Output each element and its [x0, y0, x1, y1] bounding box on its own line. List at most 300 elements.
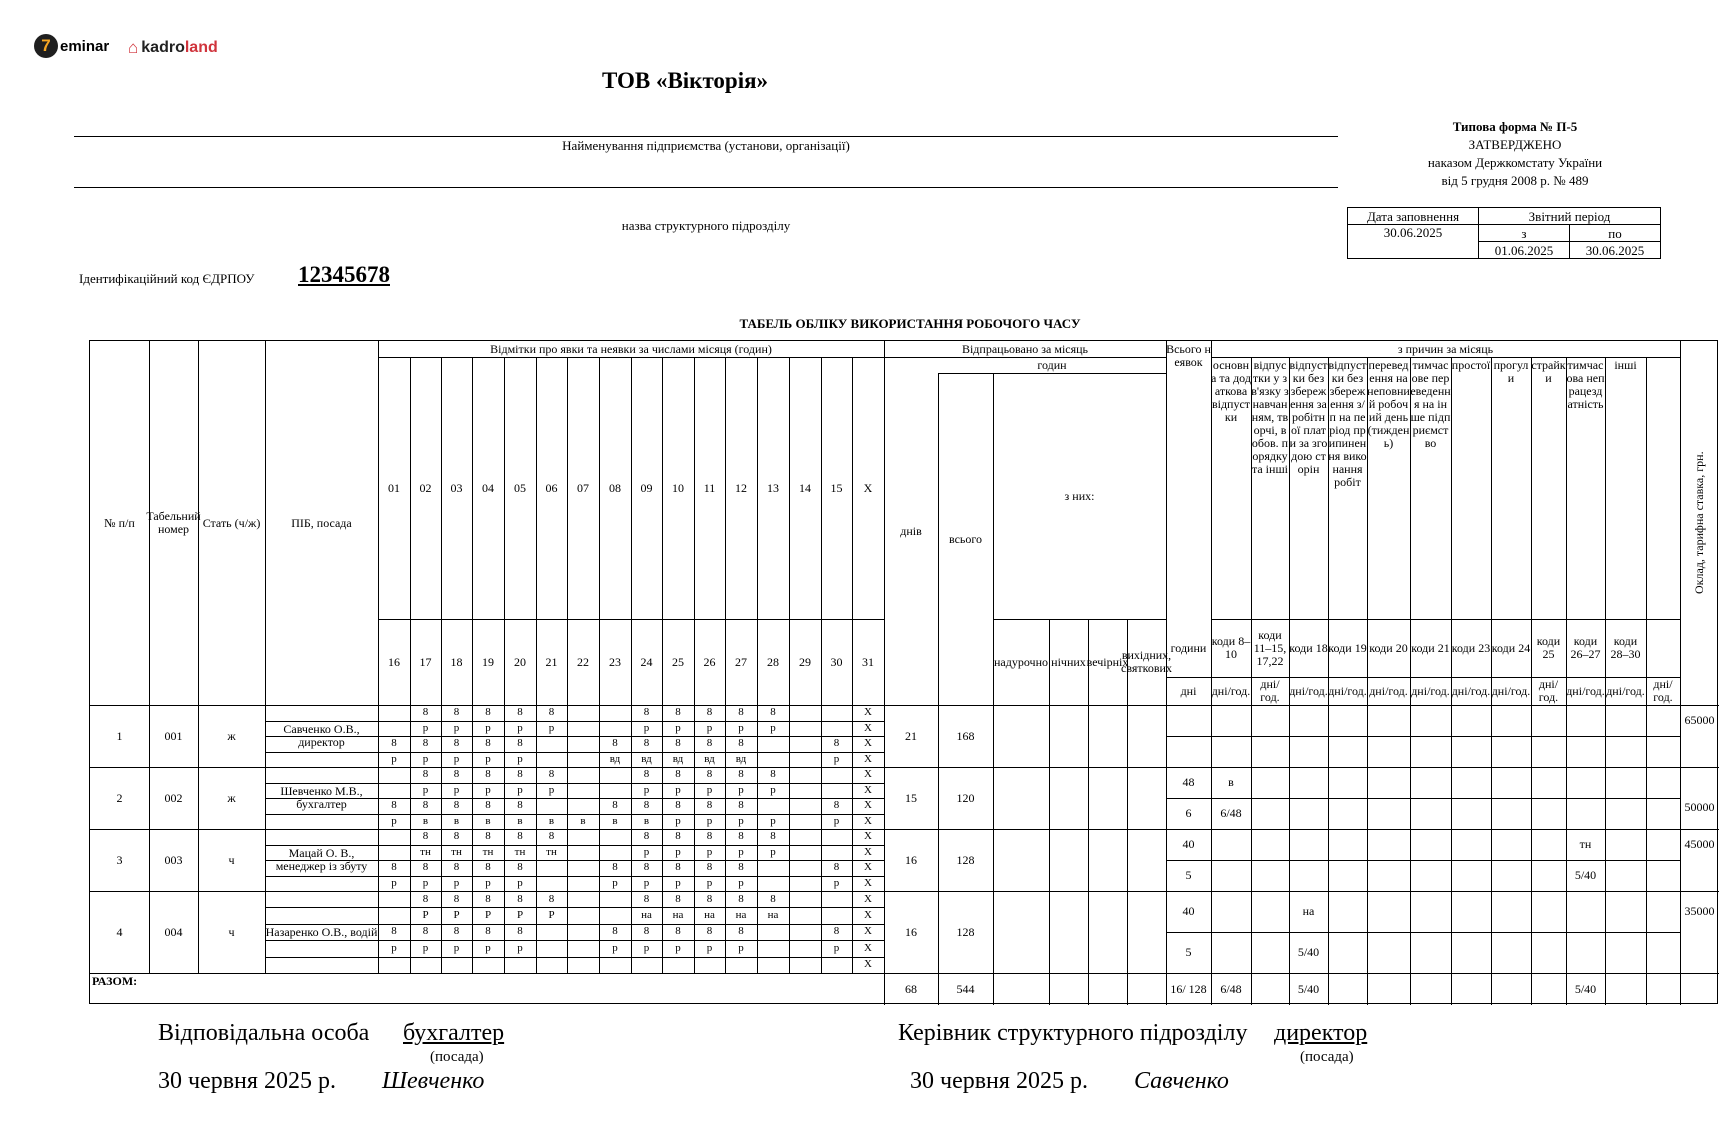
day-mark: [472, 957, 504, 973]
division-caption: назва структурного підрозділу: [621, 218, 791, 233]
day-mark: р: [453, 752, 460, 765]
day-mark: Р: [548, 909, 555, 922]
reason-code-value: [1531, 891, 1566, 932]
day-mark: [567, 767, 599, 783]
reason-value: [1491, 860, 1531, 891]
day-mark: 8: [517, 830, 523, 843]
day-mark: 8: [422, 861, 429, 874]
day-mark: Р: [453, 909, 460, 922]
day-mark: р: [706, 783, 713, 796]
reason-code-value: [1410, 829, 1451, 860]
col-num-header: № п/п: [104, 515, 135, 530]
day-mark: [789, 767, 821, 783]
day-mark: р: [675, 876, 681, 889]
day-mark: 8: [422, 799, 429, 812]
day-mark: [789, 845, 821, 861]
day-mark: 8: [675, 925, 681, 938]
reason-code: коди 25: [1536, 634, 1561, 661]
day-mark: [378, 845, 410, 861]
reason-code-value: [1605, 705, 1646, 736]
day-mark: [821, 907, 852, 923]
reason-code-value: [1367, 891, 1410, 932]
day-mark: 8: [643, 768, 650, 781]
reason-value: [1211, 736, 1251, 767]
day-mark: р: [675, 941, 681, 954]
day-mark: 8: [422, 737, 429, 750]
reason-code: коди 18: [1289, 640, 1328, 655]
company-caption: Найменування підприємства (установи, організації): [562, 138, 850, 153]
night-header: нічних: [1051, 654, 1086, 669]
day-number: 18: [450, 654, 463, 669]
reason-code-value: [1566, 767, 1605, 798]
day-mark: 8: [675, 830, 681, 843]
day-number: 14: [799, 480, 811, 495]
day-mark: 8: [422, 925, 429, 938]
day-number: 25: [672, 654, 684, 669]
employee-name: Назаренко О.В., водій: [265, 924, 378, 939]
col-sex-header: Стать (ч/ж): [202, 515, 261, 530]
reason-code-value: [1211, 829, 1251, 860]
day-mark: 8: [770, 706, 776, 719]
day-mark: р: [706, 941, 713, 954]
day-mark: [757, 736, 789, 752]
reason-code-value: в: [1228, 775, 1234, 789]
day-mark: [599, 705, 631, 721]
reason-value: [1451, 736, 1491, 767]
day-number: 17: [419, 654, 432, 669]
reason-code-value: [1531, 705, 1566, 736]
reason-value: [1451, 860, 1491, 891]
absence-days: 5: [1185, 945, 1192, 959]
total-reason: 5/40: [1297, 981, 1320, 996]
day-number: 27: [735, 654, 747, 669]
responsible-label: Відповідальна особа: [158, 1020, 370, 1046]
responsible-date: 30 червня 2025 р.: [158, 1068, 336, 1094]
day-mark: р: [833, 941, 840, 954]
of-them-header: з них:: [1064, 488, 1095, 503]
day-mark: [599, 829, 631, 845]
day-mark: 8: [643, 892, 650, 905]
day-mark: 8: [453, 925, 460, 938]
day-mark: вд: [704, 752, 715, 765]
reason-unit: дні/год.: [1260, 677, 1280, 704]
reason-value: [1605, 736, 1646, 767]
day-mark: [567, 736, 599, 752]
day-mark: 8: [517, 737, 523, 750]
day-mark: вд: [641, 752, 652, 765]
reason-value: [1410, 860, 1451, 891]
total-reason: 5/40: [1574, 981, 1597, 996]
day-mark: [567, 907, 599, 923]
day-number: 13: [767, 480, 779, 495]
day-mark: р: [738, 783, 744, 796]
worked-hours: 128: [956, 924, 975, 939]
absence-hours: 40: [1182, 904, 1195, 918]
day-mark: 8: [770, 830, 776, 843]
day-mark: X: [864, 861, 872, 874]
total-reason: [1605, 973, 1646, 1005]
day-mark: р: [517, 752, 523, 765]
day-mark: 8: [453, 830, 460, 843]
reason-value: [1531, 860, 1566, 891]
day-mark: X: [864, 721, 872, 734]
day-mark: [567, 891, 599, 907]
reason-unit: дні/год.: [1451, 683, 1491, 698]
day-mark: X: [864, 737, 872, 750]
reason-value: [1491, 932, 1531, 973]
reason-code-value: [1367, 829, 1410, 860]
total-label: РАЗОМ:: [92, 973, 138, 988]
day-mark: [567, 876, 599, 892]
reason-code: коди 21: [1411, 640, 1450, 655]
day-mark: [567, 721, 599, 737]
day-mark: р: [738, 941, 744, 954]
date-period-box: Дата заповнення Звітний період 30.06.2025 з по 01.06.2025 30.06.2025: [1347, 207, 1661, 259]
day-mark: 8: [643, 861, 650, 874]
reason-unit: дні/год.: [1538, 677, 1559, 704]
day-mark: 8: [738, 925, 744, 938]
reason-value: [1328, 932, 1367, 973]
division-underline: [74, 187, 1338, 188]
day-mark: [789, 829, 821, 845]
day-mark: 8: [706, 799, 713, 812]
responsible-position-caption: (посада): [430, 1049, 484, 1065]
day-mark: [536, 957, 567, 973]
day-number: 30: [830, 654, 843, 669]
day-mark: р: [391, 814, 397, 827]
worked-days-header: днів: [900, 523, 922, 538]
day-mark: [599, 957, 631, 973]
company-underline: [74, 136, 1338, 137]
day-mark: [536, 924, 567, 940]
reason-code-value: на: [1302, 904, 1315, 918]
reason-title: переведення на неповний робочий день (тиждень): [1367, 358, 1410, 450]
employee-name: Шевченко М.В., бухгалтер: [280, 784, 363, 811]
reason-code-value: [1289, 829, 1328, 860]
day-mark: Р: [484, 909, 492, 922]
reason-code-value: [1451, 891, 1491, 932]
day-mark: 8: [485, 861, 491, 874]
day-mark: р: [833, 814, 840, 827]
day-mark: 8: [706, 830, 713, 843]
day-mark: [378, 783, 410, 799]
day-mark: [599, 845, 631, 861]
day-mark: 8: [738, 706, 744, 719]
reason-code-value: [1605, 829, 1646, 860]
worked-days: 16: [905, 852, 917, 867]
day-mark: 8: [391, 925, 397, 938]
day-mark: р: [517, 783, 523, 796]
reason-value: [1251, 932, 1289, 973]
day-mark: р: [675, 845, 681, 858]
day-mark: [789, 876, 821, 892]
timesheet-title: ТАБЕЛЬ ОБЛІКУ ВИКОРИСТАННЯ РОБОЧОГО ЧАСУ: [739, 316, 1081, 331]
employee-num: 1: [116, 728, 123, 743]
day-mark: р: [485, 752, 491, 765]
day-mark: [789, 783, 821, 799]
day-number: 24: [640, 654, 653, 669]
day-number: 05: [514, 480, 526, 495]
day-mark: [789, 924, 821, 940]
reason-code-value: [1289, 767, 1328, 798]
day-mark: [725, 957, 757, 973]
day-mark: 8: [833, 925, 840, 938]
day-mark: [599, 767, 631, 783]
day-mark: X: [864, 783, 872, 796]
reason-value: [1211, 932, 1251, 973]
day-mark: р: [706, 845, 713, 858]
day-mark: в: [643, 814, 650, 827]
day-mark: [694, 957, 725, 973]
day-mark: [789, 814, 821, 830]
day-mark: 8: [675, 799, 681, 812]
day-mark: [567, 957, 599, 973]
day-mark: [789, 752, 821, 768]
day-mark: [378, 721, 410, 737]
reason-value: [1367, 798, 1410, 829]
reason-code-value: [1211, 705, 1251, 736]
salary: 65000: [1684, 713, 1715, 727]
reason-value: [1289, 736, 1328, 767]
worked-days: 15: [905, 790, 917, 805]
reason-code-value: тн: [1579, 837, 1592, 851]
day-mark: 8: [833, 861, 840, 874]
day-number: 06: [545, 480, 558, 495]
day-mark: 8: [485, 737, 491, 750]
day-mark: 8: [422, 706, 429, 719]
reason-value: [1605, 798, 1646, 829]
reason-value: [1451, 798, 1491, 829]
day-mark: [789, 705, 821, 721]
day-mark: 8: [706, 925, 713, 938]
salary: 35000: [1684, 904, 1715, 918]
employee-tab-number: 002: [164, 790, 183, 805]
reason-value: [1491, 736, 1531, 767]
day-mark: в: [485, 814, 491, 827]
day-mark: [757, 876, 789, 892]
day-mark: 8: [675, 861, 681, 874]
day-mark: р: [548, 721, 555, 734]
day-mark: вд: [609, 752, 621, 765]
day-mark: на: [735, 909, 747, 922]
period-label: Звітний період: [1479, 208, 1661, 225]
day-mark: 8: [485, 706, 491, 719]
absence-hours: [1166, 705, 1211, 736]
reason-value: [1211, 860, 1251, 891]
reason-value: [1367, 736, 1410, 767]
day-mark: 8: [706, 737, 713, 750]
total-reason: [1328, 973, 1367, 1005]
day-mark: на: [672, 909, 684, 922]
head-signature: Савченко: [1134, 1068, 1229, 1094]
day-number: 26: [703, 654, 716, 669]
day-number: 03: [450, 480, 463, 495]
reason-value: [1251, 798, 1289, 829]
day-mark: р: [517, 941, 523, 954]
day-mark: 8: [612, 925, 618, 938]
company-name: ТОВ «Вікторія»: [601, 68, 769, 93]
reason-value: [1251, 736, 1289, 767]
day-mark: р: [422, 752, 429, 765]
total-days: 68: [905, 981, 917, 996]
employee-sex: ж: [227, 790, 236, 805]
day-mark: [378, 907, 410, 923]
day-mark: X: [864, 925, 872, 938]
reason-value: [1289, 798, 1328, 829]
day-mark: 8: [548, 892, 555, 905]
reason-code-value: [1328, 891, 1367, 932]
reason-value: 6/48: [1220, 806, 1242, 820]
seminar-logo: 7 eminar: [34, 34, 109, 58]
reason-code-value: [1491, 767, 1531, 798]
day-mark: [789, 721, 821, 737]
day-mark: [536, 940, 567, 956]
edrpou-label: Ідентифікаційний код ЄДРПОУ: [79, 271, 255, 286]
day-mark: р: [485, 721, 491, 734]
day-mark: р: [517, 721, 523, 734]
col-name-header: ПІБ, посада: [291, 515, 352, 530]
day-mark: X: [864, 845, 872, 858]
reason-value: [1367, 932, 1410, 973]
day-mark: [631, 957, 662, 973]
day-mark: 8: [643, 830, 650, 843]
reason-value: [1251, 860, 1289, 891]
reason-unit: дні/год.: [1211, 683, 1251, 698]
day-mark: р: [833, 752, 840, 765]
day-mark: [378, 957, 410, 973]
day-mark: р: [422, 783, 429, 796]
day-mark: р: [770, 783, 776, 796]
day-number: 16: [388, 654, 400, 669]
day-number: 01: [388, 480, 400, 495]
house-icon: ⌂: [128, 38, 139, 57]
total-reason: 6/48: [1220, 981, 1242, 996]
day-mark: [821, 891, 852, 907]
day-mark: в: [422, 814, 429, 827]
day-mark: [410, 957, 441, 973]
kadroland-logo: ⌂ kadro land: [128, 38, 218, 57]
day-mark: р: [391, 941, 397, 954]
day-mark: X: [864, 941, 872, 954]
day-number: 11: [703, 480, 716, 495]
overtime-header: надурочно: [994, 654, 1048, 669]
day-mark: 8: [517, 706, 523, 719]
day-mark: 8: [422, 830, 429, 843]
day-mark: [757, 924, 789, 940]
day-mark: р: [738, 845, 744, 858]
day-mark: 8: [612, 861, 618, 874]
day-mark: X: [864, 799, 872, 812]
worked-header: Відпрацьовано за місяць: [961, 341, 1089, 356]
day-mark: в: [612, 814, 618, 827]
reason-value: [1328, 798, 1367, 829]
reason-code-value: [1410, 705, 1451, 736]
employee-sex: ж: [227, 728, 236, 743]
day-mark: 8: [485, 830, 491, 843]
day-mark: р: [391, 752, 397, 765]
day-mark: 8: [643, 799, 650, 812]
day-mark: X: [864, 814, 872, 827]
edrpou-value: 12345678: [298, 262, 390, 287]
reason-value: [1451, 932, 1491, 973]
day-mark: 8: [517, 768, 523, 781]
day-mark: [757, 752, 789, 768]
day-mark: 8: [548, 768, 555, 781]
reason-code: коди 26–27: [1570, 634, 1601, 661]
head-position: директор: [1274, 1020, 1368, 1046]
day-mark: 8: [612, 799, 618, 812]
day-mark: [821, 829, 852, 845]
reason-title: прогули: [1493, 358, 1529, 385]
day-mark: 8: [485, 768, 491, 781]
absence-days: 5: [1185, 868, 1192, 882]
reason-title: тимчасове переведення на інше підприємство: [1410, 358, 1451, 450]
day-mark: 8: [453, 768, 460, 781]
day-mark: [378, 767, 410, 783]
day-mark: р: [675, 814, 681, 827]
day-number: 31: [862, 654, 874, 669]
day-mark: 8: [643, 706, 650, 719]
day-number: 07: [577, 480, 589, 495]
reason-code-value: [1451, 767, 1491, 798]
reason-code-value: [1211, 891, 1251, 932]
day-mark: 8: [548, 706, 555, 719]
day-mark: р: [453, 721, 460, 734]
day-number: 28: [767, 654, 779, 669]
reason-value: [1605, 860, 1646, 891]
day-mark: р: [643, 721, 650, 734]
day-mark: р: [833, 876, 840, 889]
day-mark: [789, 957, 821, 973]
reason-value: [1605, 932, 1646, 973]
employee-sex: ч: [228, 852, 235, 867]
reason-code-value: [1531, 829, 1566, 860]
day-mark: тн: [546, 845, 557, 858]
day-mark: р: [517, 876, 523, 889]
col-tab-header: Табельний номер: [146, 509, 201, 536]
day-mark: 8: [391, 737, 397, 750]
day-mark: вд: [735, 752, 747, 765]
total-hours: 544: [956, 981, 975, 996]
reason-code-value: [1289, 705, 1328, 736]
day-mark: р: [612, 941, 618, 954]
reason-code: коди 20: [1369, 640, 1408, 655]
reason-code-value: [1531, 767, 1566, 798]
day-mark: [504, 957, 536, 973]
reason-code-value: [1251, 767, 1289, 798]
day-mark: 8: [485, 892, 491, 905]
absence-days: [1166, 736, 1211, 767]
worked-hours: 120: [956, 790, 975, 805]
reason-code: коди 23: [1451, 640, 1491, 655]
day-mark: [821, 845, 852, 861]
employee-tab-number: 001: [164, 728, 183, 743]
day-mark: в: [548, 814, 555, 827]
head-date: 30 червня 2025 р.: [910, 1068, 1088, 1094]
day-number: 20: [514, 654, 526, 669]
day-mark: 8: [833, 799, 840, 812]
day-mark: Р: [516, 909, 524, 922]
day-mark: [757, 940, 789, 956]
day-mark: р: [453, 783, 460, 796]
day-mark: 8: [738, 768, 744, 781]
reason-code-value: [1410, 891, 1451, 932]
day-mark: 8: [517, 925, 523, 938]
day-mark: [567, 829, 599, 845]
reason-value: [1566, 736, 1605, 767]
day-mark: 8: [453, 706, 460, 719]
day-mark: 8: [643, 925, 650, 938]
